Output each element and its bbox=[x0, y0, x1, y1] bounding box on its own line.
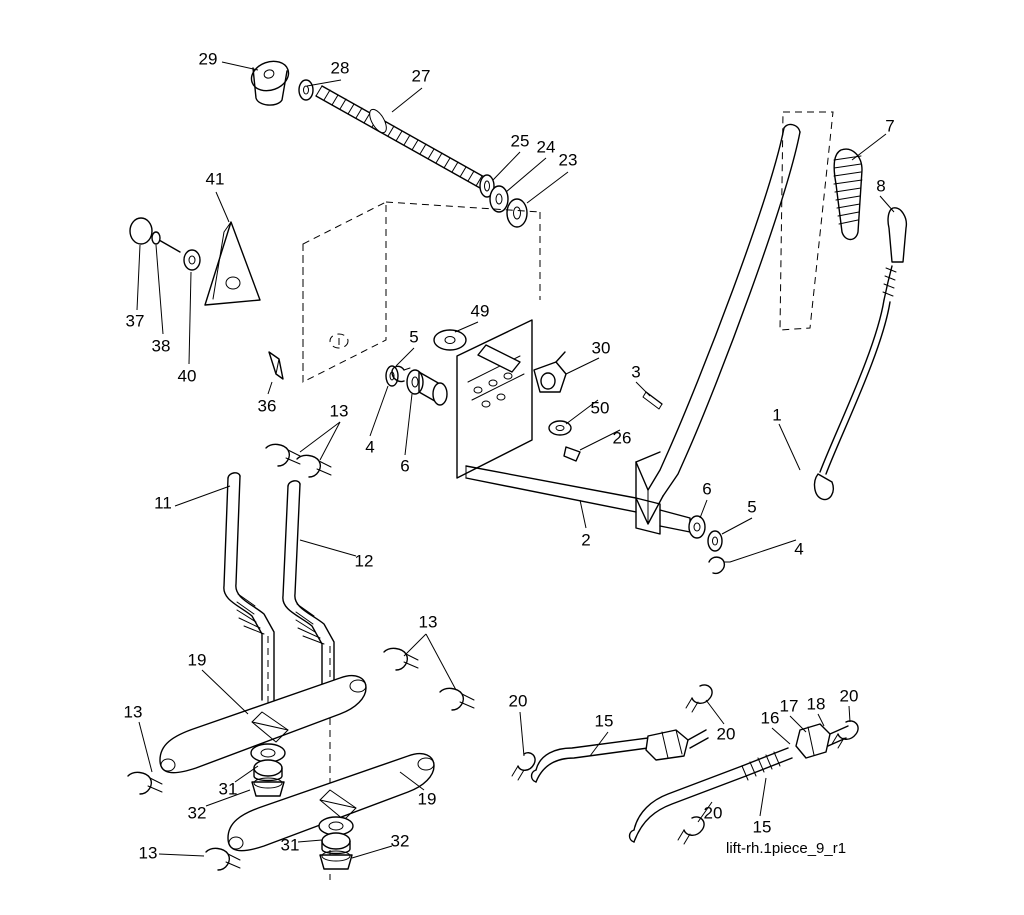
callout-4-left: 4 bbox=[365, 437, 375, 457]
callout-41: 41 bbox=[205, 169, 225, 189]
callout-13-a: 13 bbox=[329, 401, 349, 421]
callout-6-left: 6 bbox=[400, 456, 410, 476]
callout-20-c: 20 bbox=[839, 686, 859, 706]
part-31-bushing-lower bbox=[322, 833, 350, 854]
part-27-threaded-rod bbox=[316, 86, 486, 188]
part-7-grip bbox=[780, 112, 862, 330]
part-20-clip-c bbox=[832, 721, 858, 748]
callout-25: 25 bbox=[510, 131, 530, 151]
callout-20-d: 20 bbox=[703, 803, 723, 823]
part-4-clip-right bbox=[709, 557, 730, 573]
part-26-key bbox=[564, 447, 580, 461]
callout-26: 26 bbox=[612, 428, 632, 448]
callout-38: 38 bbox=[151, 336, 171, 356]
callout-4-right: 4 bbox=[794, 539, 804, 559]
callout-7: 7 bbox=[885, 116, 895, 136]
callout-5-right: 5 bbox=[747, 497, 757, 517]
callout-40: 40 bbox=[177, 366, 197, 386]
callout-19-a: 19 bbox=[187, 650, 207, 670]
callout-17: 17 bbox=[779, 696, 799, 716]
callout-12: 12 bbox=[354, 551, 374, 571]
part-13-clip-a bbox=[266, 444, 300, 466]
callout-13-d: 13 bbox=[138, 843, 158, 863]
callout-2: 2 bbox=[581, 530, 591, 550]
callout-5-left: 5 bbox=[409, 327, 419, 347]
part-41-bracket bbox=[205, 222, 260, 305]
callout-11: 11 bbox=[154, 493, 172, 513]
callout-18: 18 bbox=[806, 694, 826, 714]
part-40-washer bbox=[184, 250, 200, 270]
part-30-fitting bbox=[534, 352, 566, 392]
part-8-cable bbox=[815, 208, 907, 500]
callout-32-b: 32 bbox=[390, 831, 410, 851]
part-1-lever bbox=[636, 125, 800, 524]
callout-50: 50 bbox=[590, 398, 610, 418]
callout-8: 8 bbox=[876, 176, 886, 196]
callout-24: 24 bbox=[536, 137, 556, 157]
part-49-cap bbox=[434, 330, 466, 350]
part-13-clip-d bbox=[206, 848, 240, 870]
part-31-bushing-upper bbox=[254, 760, 282, 781]
part-29-knob bbox=[247, 56, 292, 105]
callout-13-b: 13 bbox=[418, 612, 438, 632]
part-13-clip-c bbox=[128, 772, 162, 794]
callout-20-b: 20 bbox=[716, 724, 736, 744]
callout-32-a: 32 bbox=[187, 803, 207, 823]
part-28-washer bbox=[299, 80, 313, 100]
callout-37: 37 bbox=[125, 311, 145, 331]
part-13-clip-b bbox=[297, 455, 331, 477]
callout-36: 36 bbox=[257, 396, 277, 416]
part-23-nut bbox=[507, 199, 527, 227]
part-15-rod-upper bbox=[532, 730, 709, 782]
callout-30: 30 bbox=[591, 338, 611, 358]
callout-19-b: 19 bbox=[417, 789, 437, 809]
callout-27: 27 bbox=[411, 66, 431, 86]
callout-31-a: 31 bbox=[218, 779, 238, 799]
part-6-bushing-right bbox=[689, 516, 705, 538]
part-19-arm-upper bbox=[160, 676, 366, 773]
part-13-clip-f bbox=[440, 688, 474, 710]
part-20-clip-d bbox=[678, 817, 704, 844]
callout-1: 1 bbox=[772, 405, 782, 425]
callout-28: 28 bbox=[330, 58, 350, 78]
part-5-washer-right bbox=[708, 531, 722, 551]
part-6-bushing-left bbox=[407, 370, 447, 405]
callout-13-c: 13 bbox=[123, 702, 143, 722]
callout-29: 29 bbox=[198, 49, 218, 69]
callout-20-a: 20 bbox=[508, 691, 528, 711]
diagram-part-code: lift-rh.1piece_9_r1 bbox=[726, 840, 847, 857]
part-37-cap bbox=[130, 218, 152, 244]
callout-49: 49 bbox=[470, 301, 490, 321]
part-36-tab bbox=[269, 352, 283, 379]
callout-16: 16 bbox=[760, 708, 780, 728]
center-plate bbox=[457, 320, 532, 478]
part-13-clip-e bbox=[384, 648, 418, 670]
callout-23: 23 bbox=[558, 150, 578, 170]
part-20-clip-b bbox=[686, 685, 712, 712]
callout-6-right: 6 bbox=[702, 479, 712, 499]
callout-15-a: 15 bbox=[594, 711, 614, 731]
callout-31-b: 31 bbox=[280, 835, 300, 855]
part-12-rod bbox=[283, 481, 334, 708]
part-11-rod bbox=[224, 473, 274, 700]
callout-3: 3 bbox=[631, 362, 641, 382]
part-24-washer bbox=[490, 186, 508, 212]
part-3-pin bbox=[643, 392, 662, 409]
callout-15-b: 15 bbox=[752, 817, 772, 837]
